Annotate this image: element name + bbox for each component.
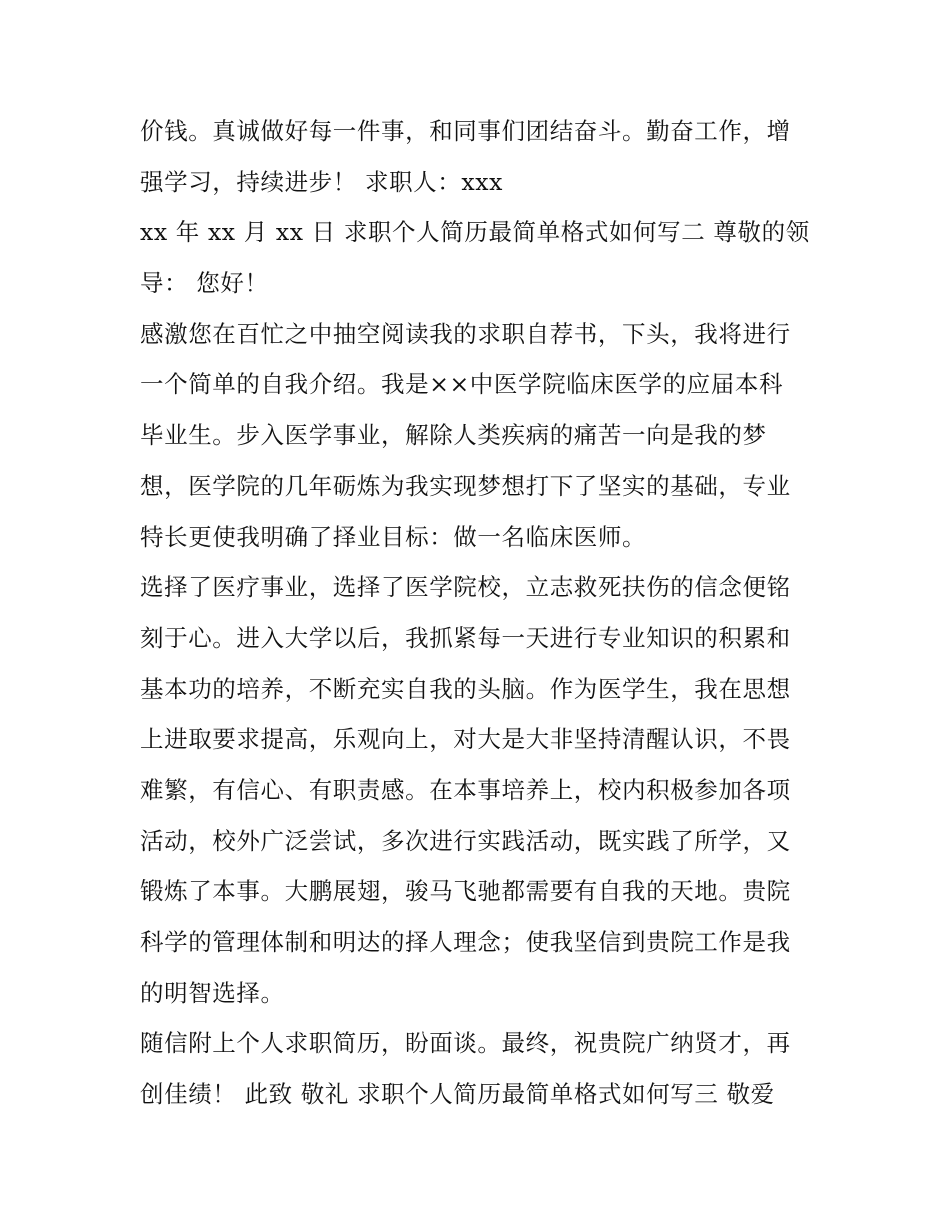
text-line: 科学的管理体制和明达的择人理念；使我坚信到贵院工作是我 (140, 928, 791, 956)
text-line: xx 年 xx 月 xx 日 求职个人简历最简单格式如何写二 尊敬的领 (140, 218, 810, 247)
text-line: 创佳绩！ 此致 敬礼 求职个人简历最简单格式如何写三 敬爱 (140, 1080, 775, 1109)
text-line: 想，医学院的几年砺炼为我实现梦想打下了坚实的基础，专业 (140, 471, 791, 500)
text-line: 毕业生。步入医学事业，解除人类疾病的痛苦一向是我的梦 (140, 421, 767, 450)
document-body-text (140, 106, 820, 1120)
text-line: 导： 您好！ (140, 269, 269, 298)
text-line: 锻炼了本事。大鹏展翅，骏马飞驰都需要有自我的天地。贵院 (140, 877, 791, 906)
text-line: 价钱。真诚做好每一件事，和同事们团结奋斗。勤奋工作，增 (140, 117, 791, 145)
text-line: 上进取要求提高，乐观向上，对大是大非坚持清醒认识，不畏 (140, 725, 791, 754)
text-line: 选择了医疗事业，选择了医学院校，立志救死扶伤的信念便铭 (140, 573, 791, 602)
text-line: 随信附上个人求职简历，盼面谈。最终，祝贵院广纳贤才，再 (140, 1029, 791, 1058)
text-line: 刻于心。进入大学以后，我抓紧每一天进行专业知识的积累和 (140, 623, 791, 652)
text-line: 活动，校外广泛尝试，多次进行实践活动，既实践了所学，又 (140, 826, 791, 855)
text-line: 感激您在百忙之中抽空阅读我的求职自荐书，下头，我将进行 (140, 319, 791, 348)
text-line: 强学习，持续进步！ 求职人：xxx (140, 167, 503, 196)
text-line: 一个简单的自我介绍。我是××中医学院临床医学的应届本科 (140, 370, 784, 399)
text-line: 难繁，有信心、有职责感。在本事培养上，校内积极参加各项 (140, 775, 791, 804)
text-line: 的明智选择。 (140, 978, 285, 1007)
text-line: 特长更使我明确了择业目标：做一名临床医师。 (140, 522, 647, 551)
text-line: 基本功的培养，不断充实自我的头脑。作为医学生，我在思想 (140, 674, 791, 703)
